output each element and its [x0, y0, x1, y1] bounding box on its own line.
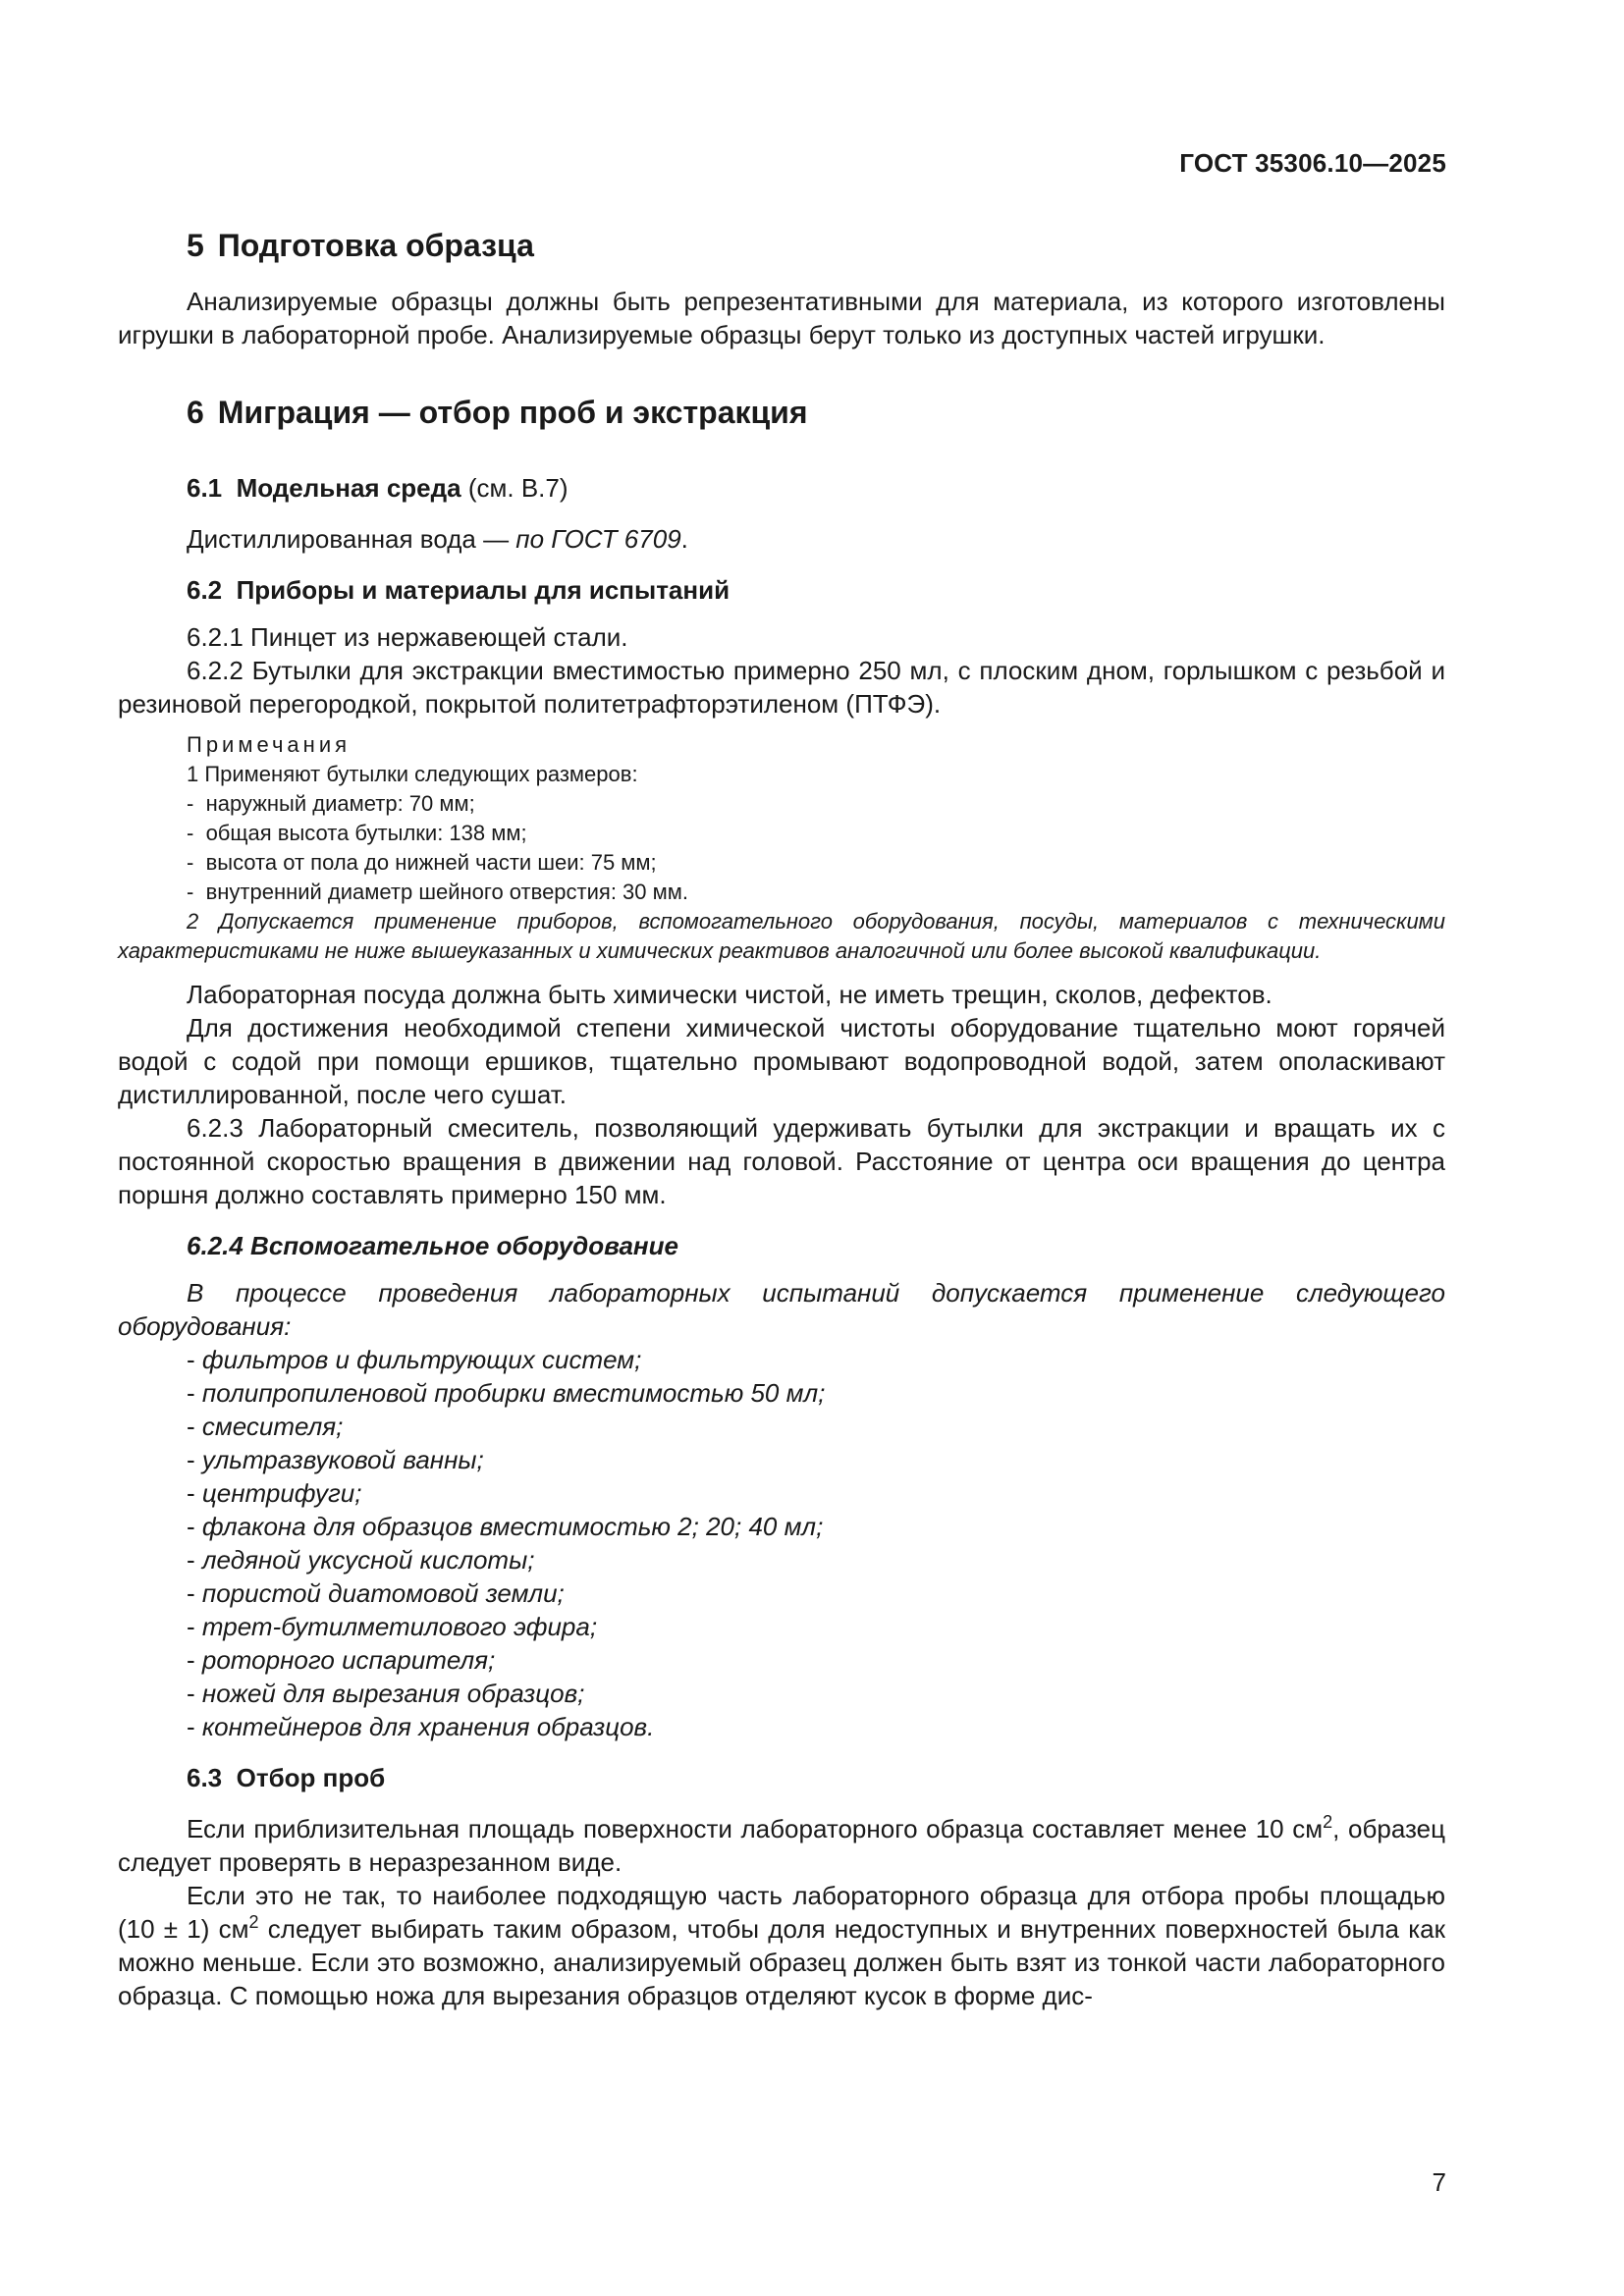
section-6-heading [187, 393, 1445, 432]
list-item: - пористой диатомовой земли; [187, 1576, 1445, 1610]
cleaning-paragraph: Для достижения необходимой степени химической чистоты оборудование тщательно моют горячей водой с содой при помощи ершиков, тщательно промывают водопроводной водой, затем ополаскивают дистиллированной, после чего сушат. [118, 1013, 1445, 1109]
list-item: - флакона для образцов вместимостью 2; 20; 40 мл; [187, 1510, 1445, 1543]
glassware-paragraph: Лабораторная посуда должна быть химически чистой, не иметь трещин, сколов, дефектов. [187, 980, 1272, 1009]
equipment-list [187, 1343, 1445, 1743]
subsection-6-2-heading [187, 573, 1445, 607]
subsection-number: 6.2 [187, 575, 223, 605]
paragraph-6-2-1: 6.2.1 Пинцет из нержавеющей стали. [187, 622, 628, 652]
section-5-paragraph: Анализируемые образцы должны быть репрезентативными для материала, из которого изготовлены игрушки в лабораторной пробе. Анализируемые образцы берут только из доступных частей игрушки. [118, 287, 1445, 349]
section-5-heading [187, 226, 1445, 265]
section-number: 5 [187, 228, 204, 263]
note-1: 1 Применяют бутылки следующих размеров: [187, 762, 638, 786]
subsection-title: Модельная среда [236, 473, 461, 503]
list-item: - полипропиленовой пробирки вместимостью 50 мл; [187, 1376, 1445, 1410]
paragraph-6-2-3: 6.2.3 Лабораторный смеситель, позволяющий удерживать бутылки для экстракции и вращать их с постоянной скоростью вращения в движении над головой. Расстояние от центра оси вращения до центра поршня должно составлять примерно 150 мм. [118, 1113, 1445, 1209]
subsection-reference: (см. В.7) [467, 473, 568, 503]
superscript: 2 [248, 1912, 259, 1932]
note-1-item: - внутренний диаметр шейного отверстия: 30 мм. [187, 880, 688, 904]
notes-label: Примечания [187, 732, 352, 757]
subsection-6-1-heading [187, 471, 1445, 505]
note-1-item: - общая высота бутылки: 138 мм; [187, 821, 527, 845]
list-item: - трет-бутилметилового эфира; [187, 1610, 1445, 1643]
list-item: - ультразвуковой ванны; [187, 1443, 1445, 1476]
note-2: 2 Допускается применение приборов, вспомогательного оборудования, посуды, материалов с техническими характеристиками не ниже вышеуказанных и химических реактивов аналогичной или более высокой квалификации. [118, 909, 1445, 963]
section-number: 6 [187, 395, 204, 430]
medium-paragraph: Дистиллированная вода — по ГОСТ 6709. [187, 524, 688, 554]
list-item: - ледяной уксусной кислоты; [187, 1543, 1445, 1576]
standard-reference: по ГОСТ 6709 [515, 524, 681, 554]
page-number: 7 [1432, 2167, 1446, 2197]
sampling-paragraph-2: Если это не так, то наиболее подходящую часть лабораторного образца для отбора пробы площадью (10 ± 1) $см^2$ следует выбирать таким образом, чтобы доля недоступных и внутренних поверхностей была как можно меньше. Если это возможно, анализируемый образец должен быть взят из тонкой части лабораторного образца. С помощью ножа для вырезания образцов отделяют кусок в форме дис- [118, 1881, 1446, 2010]
note-1-item: - высота от пола до нижней части шеи: 75 мм; [187, 850, 657, 875]
subsection-title: Отбор проб [236, 1763, 386, 1792]
list-item: - центрифуги; [187, 1476, 1445, 1510]
notes-block [118, 730, 1445, 966]
section-title: Подготовка образца [217, 228, 534, 263]
superscript: 2 [1323, 1812, 1333, 1832]
list-item: - смесителя; [187, 1410, 1445, 1443]
equipment-intro: В процессе проведения лабораторных испытаний допускается применение следующего оборудования: [118, 1278, 1445, 1341]
list-item: - ножей для вырезания образцов; [187, 1677, 1445, 1710]
list-item: - роторного испарителя; [187, 1643, 1445, 1677]
note-1-item: - наружный диаметр: 70 мм; [187, 791, 475, 816]
subsection-6-3-heading [187, 1761, 1445, 1794]
page-content [118, 226, 1445, 2012]
sampling-paragraph-1: Если приблизительная площадь поверхности лабораторного образца составляет менее 10 $см^2$, образец следует проверять в неразрезанном виде. [118, 1812, 1445, 1877]
paragraph-6-2-2: 6.2.2 Бутылки для экстракции вместимостью примерно 250 мл, с плоским дном, горлышком с резьбой и резиновой перегородкой, покрытой политетрафторэтиленом (ПТФЭ). [118, 656, 1445, 719]
subsection-6-2-4-heading: 6.2.4 Вспомогательное оборудование [187, 1231, 678, 1260]
subsection-number: 6.3 [187, 1763, 223, 1792]
section-title: Миграция — отбор проб и экстракция [217, 395, 808, 430]
subsection-title: Приборы и материалы для испытаний [236, 575, 731, 605]
subsection-number: 6.1 [187, 473, 223, 503]
list-item: - контейнеров для хранения образцов. [187, 1710, 1445, 1743]
list-item: - фильтров и фильтрующих систем; [187, 1343, 1445, 1376]
document-code: ГОСТ 35306.10—2025 [1179, 148, 1446, 178]
